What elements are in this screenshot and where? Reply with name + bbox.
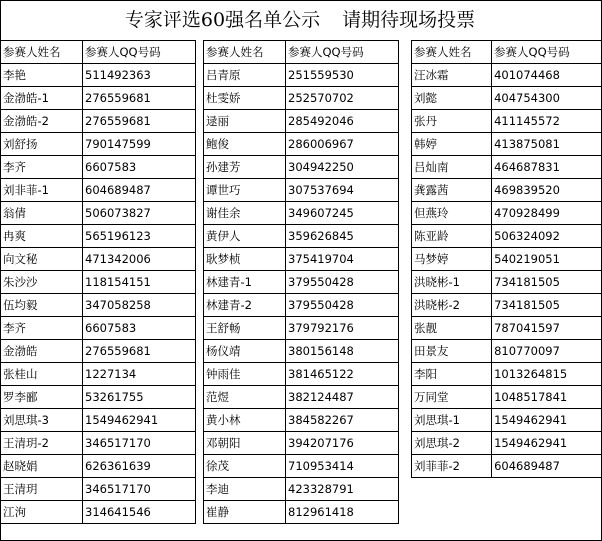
- table-row: [1, 501, 196, 524]
- table-row: [1, 179, 196, 202]
- table-row: [412, 386, 602, 409]
- contestant-qq: 604689487: [492, 455, 602, 478]
- table-row: [204, 340, 399, 363]
- table-row: [204, 478, 399, 501]
- contestant-name: 洪晓彬-2: [412, 294, 492, 317]
- table-row: [412, 110, 602, 133]
- contestant-name: 刘思琪-3: [1, 409, 83, 432]
- table-row: [1, 87, 196, 110]
- contestant-name: 但燕玲: [412, 202, 492, 225]
- contestant-name: 刘思琪-1: [412, 409, 492, 432]
- contestant-qq: 347058258: [83, 294, 196, 317]
- table-row: [1, 156, 196, 179]
- table-row: [1, 294, 196, 317]
- contestant-qq: 1549462941: [492, 432, 602, 455]
- contestant-qq: 286006967: [286, 133, 399, 156]
- header-qq: 参赛人QQ号码: [286, 41, 399, 64]
- contestant-name: 金渤皓: [1, 340, 83, 363]
- contestant-name: 刘思琪-2: [412, 432, 492, 455]
- table-row: [1, 133, 196, 156]
- contestant-qq: 379792176: [286, 317, 399, 340]
- contestant-qq: 314641546: [83, 501, 196, 524]
- table-row: [204, 110, 399, 133]
- contestant-name: 林建青-2: [204, 294, 286, 317]
- contestant-name: 崔静: [204, 501, 286, 524]
- contestant-qq: 394207176: [286, 432, 399, 455]
- table-row: [1, 455, 196, 478]
- contestant-qq: 626361639: [83, 455, 196, 478]
- contestant-name: 赵晓娟: [1, 455, 83, 478]
- contestant-name: 邓朝阳: [204, 432, 286, 455]
- contestant-name: 吕青原: [204, 64, 286, 87]
- table-row: [412, 225, 602, 248]
- contestant-qq: 379550428: [286, 271, 399, 294]
- contestant-name: 李阳: [412, 363, 492, 386]
- contestant-qq: 276559681: [83, 87, 196, 110]
- table-row: [412, 179, 602, 202]
- table-row: [412, 156, 602, 179]
- contestant-qq: 276559681: [83, 340, 196, 363]
- header-qq: 参赛人QQ号码: [492, 41, 602, 64]
- table-row: [204, 501, 399, 524]
- contestant-qq: 810770097: [492, 340, 602, 363]
- contestant-qq: 307537694: [286, 179, 399, 202]
- contestant-qq: 381465122: [286, 363, 399, 386]
- header-qq: 参赛人QQ号码: [83, 41, 196, 64]
- table-row: [412, 248, 602, 271]
- contestant-qq: 404754300: [492, 87, 602, 110]
- contestant-qq: 506324092: [492, 225, 602, 248]
- contestant-qq: 604689487: [83, 179, 196, 202]
- contestant-name: 耿梦桢: [204, 248, 286, 271]
- contestant-name: 林建青-1: [204, 271, 286, 294]
- table-row: [204, 363, 399, 386]
- contestant-name: 黄伊人: [204, 225, 286, 248]
- contestant-qq: 471342006: [83, 248, 196, 271]
- table-row: [412, 133, 602, 156]
- contestant-name: 金渤皓-2: [1, 110, 83, 133]
- contestant-qq: 540219051: [492, 248, 602, 271]
- contestant-qq: 413875081: [492, 133, 602, 156]
- contestant-qq: 470928499: [492, 202, 602, 225]
- table-row: [1, 409, 196, 432]
- table-row: [1, 340, 196, 363]
- contestant-qq: 710953414: [286, 455, 399, 478]
- table-row: [204, 317, 399, 340]
- contestant-qq: 1013264815: [492, 363, 602, 386]
- title-main: 专家评选60强名单公示: [124, 9, 321, 31]
- contestant-qq: 349607245: [286, 202, 399, 225]
- contestant-qq: 1227134: [83, 363, 196, 386]
- contestant-name: 谭世巧: [204, 179, 286, 202]
- contestant-table-2: [203, 40, 399, 524]
- contestant-name: 陈亚龄: [412, 225, 492, 248]
- contestant-qq: 375419704: [286, 248, 399, 271]
- contestant-qq: 6607583: [83, 317, 196, 340]
- contestant-name: 刘非菲-1: [1, 179, 83, 202]
- contestant-qq: 252570702: [286, 87, 399, 110]
- table-row: [204, 455, 399, 478]
- contestant-name: 谢佳余: [204, 202, 286, 225]
- contestant-name: 田景友: [412, 340, 492, 363]
- contestant-qq: 423328791: [286, 478, 399, 501]
- table-row: [1, 202, 196, 225]
- table-row: [1, 432, 196, 455]
- contestant-qq: 812961418: [286, 501, 399, 524]
- contestant-qq: 384582267: [286, 409, 399, 432]
- page-title: [0, 0, 600, 40]
- table-row: [412, 87, 602, 110]
- contestant-name: 刘懿: [412, 87, 492, 110]
- table-row: [412, 409, 602, 432]
- contestant-qq: 401074468: [492, 64, 602, 87]
- contestant-qq: 380156148: [286, 340, 399, 363]
- contestant-name: 洪晓彬-1: [412, 271, 492, 294]
- table-row: [204, 386, 399, 409]
- table-row: [1, 363, 196, 386]
- table-row: [204, 294, 399, 317]
- contestant-name: 杨仪靖: [204, 340, 286, 363]
- contestant-qq: 565196123: [83, 225, 196, 248]
- contestant-name: 汪冰霜: [412, 64, 492, 87]
- contestant-qq: 346517170: [83, 478, 196, 501]
- table-row: [1, 248, 196, 271]
- header-name: 参赛人姓名: [412, 41, 492, 64]
- contestant-qq: 382124487: [286, 386, 399, 409]
- contestant-qq: 276559681: [83, 110, 196, 133]
- table-row: [204, 248, 399, 271]
- contestant-name: 马梦婷: [412, 248, 492, 271]
- contestant-qq: 346517170: [83, 432, 196, 455]
- contestant-qq: 379550428: [286, 294, 399, 317]
- contestant-name: 冉爽: [1, 225, 83, 248]
- contestant-name: 王清玥-2: [1, 432, 83, 455]
- table-row: [1, 271, 196, 294]
- contestant-name: 钟雨佳: [204, 363, 286, 386]
- contestant-name: 江洵: [1, 501, 83, 524]
- contestant-qq: 469839520: [492, 179, 602, 202]
- contestant-name: 李迪: [204, 478, 286, 501]
- contestant-name: 王清玥: [1, 478, 83, 501]
- contestant-name: 黄小林: [204, 409, 286, 432]
- contestant-qq: 1048517841: [492, 386, 602, 409]
- contestant-qq: 734181505: [492, 271, 602, 294]
- contestant-qq: 118154151: [83, 271, 196, 294]
- contestant-name: 龚露茜: [412, 179, 492, 202]
- contestant-name: 张桂山: [1, 363, 83, 386]
- contestant-name: 逯丽: [204, 110, 286, 133]
- table-row: [1, 225, 196, 248]
- table-row: [1, 478, 196, 501]
- contestant-name: 刘菲菲-2: [412, 455, 492, 478]
- table-row: [412, 432, 602, 455]
- contestant-name: 李艳: [1, 64, 83, 87]
- table-row: [412, 340, 602, 363]
- table-row: [412, 455, 602, 478]
- contestant-qq: 790147599: [83, 133, 196, 156]
- table-row: [412, 202, 602, 225]
- contestant-qq: 734181505: [492, 294, 602, 317]
- table-row: [204, 202, 399, 225]
- contestant-name: 韩婷: [412, 133, 492, 156]
- contestant-name: 翁倩: [1, 202, 83, 225]
- contestant-qq: 251559530: [286, 64, 399, 87]
- contestant-name: 徐茂: [204, 455, 286, 478]
- table-row: [1, 317, 196, 340]
- contestant-qq: 464687831: [492, 156, 602, 179]
- table-row: [412, 317, 602, 340]
- contestant-qq: 304942250: [286, 156, 399, 179]
- contestant-qq: 53261755: [83, 386, 196, 409]
- contestant-name: 范煜: [204, 386, 286, 409]
- contestant-qq: 1549462941: [492, 409, 602, 432]
- contestant-name: 张丹: [412, 110, 492, 133]
- contestant-qq: 511492363: [83, 64, 196, 87]
- contestant-name: 鲍俊: [204, 133, 286, 156]
- contestant-name: 万同堂: [412, 386, 492, 409]
- contestant-qq: 285492046: [286, 110, 399, 133]
- title-sub: 请期待现场投票: [342, 9, 476, 31]
- table-row: [204, 64, 399, 87]
- header-row: [204, 41, 399, 64]
- contestant-name: 杜雯娇: [204, 87, 286, 110]
- table-row: [412, 363, 602, 386]
- header-row: [1, 41, 196, 64]
- header-name: 参赛人姓名: [1, 41, 83, 64]
- contestant-qq: 411145572: [492, 110, 602, 133]
- contestant-name: 张靓: [412, 317, 492, 340]
- header-row: [412, 41, 602, 64]
- table-row: [204, 409, 399, 432]
- contestant-name: 向文秘: [1, 248, 83, 271]
- table-row: [204, 271, 399, 294]
- table-row: [204, 133, 399, 156]
- table-row: [412, 271, 602, 294]
- contestant-name: 朱沙沙: [1, 271, 83, 294]
- table-row: [412, 64, 602, 87]
- table-row: [1, 64, 196, 87]
- table-row: [1, 386, 196, 409]
- contestant-name: 罗李郦: [1, 386, 83, 409]
- contestant-name: 孙建芳: [204, 156, 286, 179]
- table-row: [204, 179, 399, 202]
- contestant-name: 伍均毅: [1, 294, 83, 317]
- contestant-qq: 359626845: [286, 225, 399, 248]
- table-row: [204, 87, 399, 110]
- table-row: [412, 294, 602, 317]
- contestant-qq: 787041597: [492, 317, 602, 340]
- contestant-name: 李齐: [1, 317, 83, 340]
- contestant-name: 李齐: [1, 156, 83, 179]
- contestant-qq: 1549462941: [83, 409, 196, 432]
- contestant-table-1: [0, 40, 196, 524]
- contestant-name: 刘舒扬: [1, 133, 83, 156]
- contestant-qq: 506073827: [83, 202, 196, 225]
- contestant-name: 金渤皓-1: [1, 87, 83, 110]
- table-row: [204, 225, 399, 248]
- header-name: 参赛人姓名: [204, 41, 286, 64]
- contestant-name: 吕灿南: [412, 156, 492, 179]
- contestant-table-3: [411, 40, 602, 478]
- table-row: [204, 156, 399, 179]
- contestant-qq: 6607583: [83, 156, 196, 179]
- table-row: [1, 110, 196, 133]
- table-row: [204, 432, 399, 455]
- contestant-name: 王舒畅: [204, 317, 286, 340]
